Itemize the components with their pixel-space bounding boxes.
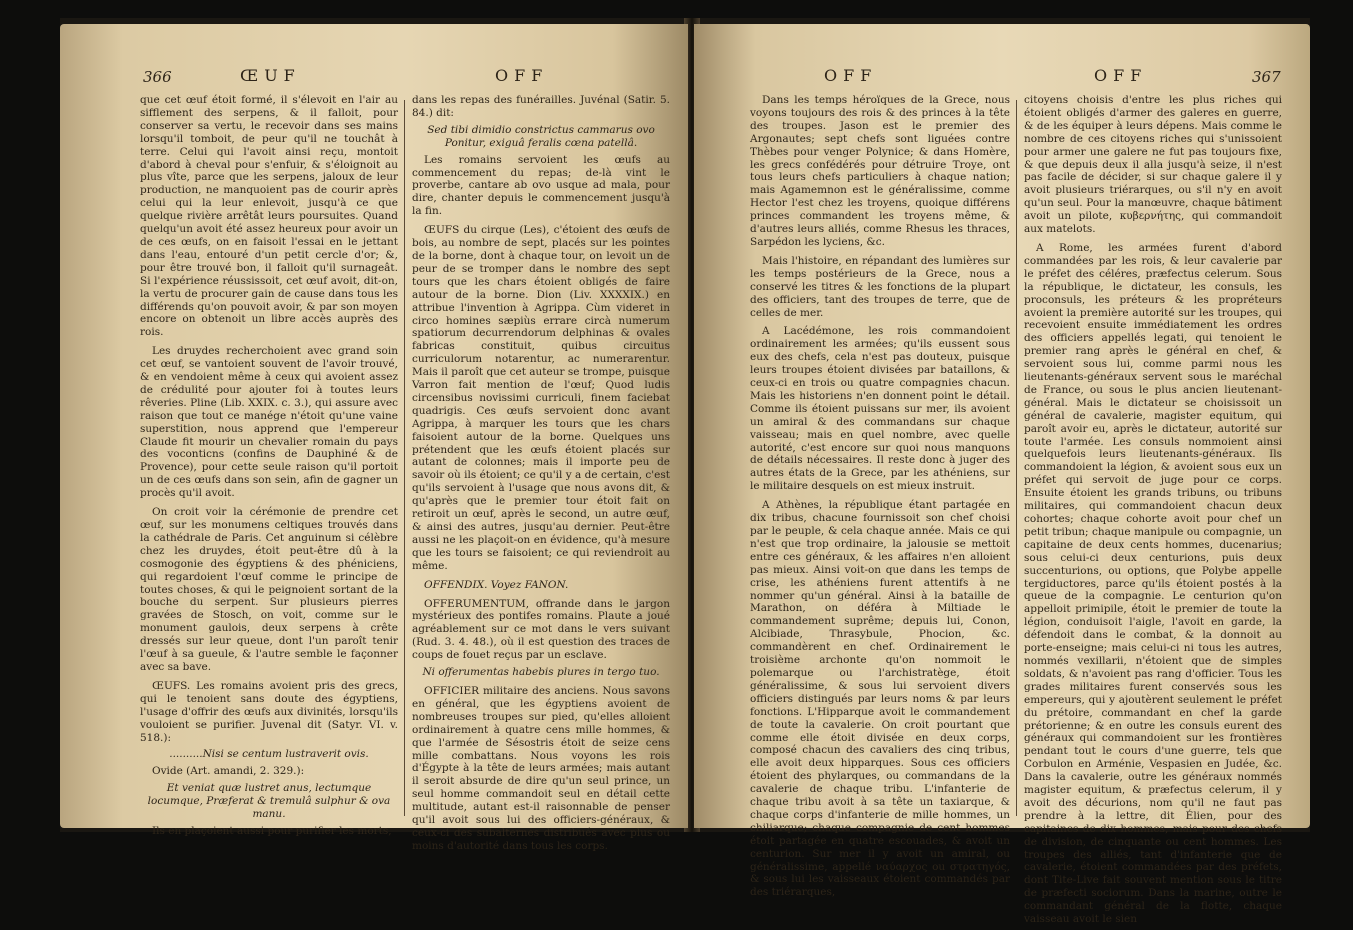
column-rule — [1016, 100, 1017, 816]
paragraph: On croit voir la cérémonie de prendre cet œuf, sur les monumens celtiques trouvés dans la cathédrale de Paris. Cet anguinum si célèbre chez les druydes, étoit peut-être dû à la cosmogonie des égyptiens & des phéniciens, qui regardoient l'œuf comme le principe de toutes choses, & qui le peignoient sortant de la bouche du serpent. Sur plusieurs pierres gravées de Stosch, on voit, comme sur le monument gaulois, deux serpens à crête dressés sur leur queue, dont l'un paroît tenir l'œuf à sa gueule, & l'autre semble le façonner avec sa bave. — [140, 506, 398, 673]
page-number-left: 366 — [143, 68, 172, 86]
paragraph: Les druydes recherchoient avec grand soin cet œuf, se vantoient souvent de l'avoir trouvé, & en vendoient même à ceux qui avoient assez de crédulité pour ajouter foi à toutes leurs rêveries. Pline (Lib. XXIX. c. 3.), qui assure avec raison que tout ce manége n'étoit qu'une vaine superstition, nous apprend que l'empereur Claude fit mourir un chevalier romain du pays des voconticns (confins de Dauphiné & de Provence), pour cette seule raison qu'il portoit un de ces œufs dans son sein, afin de gagner un procès qu'il avoit. — [140, 345, 398, 500]
cross-reference: OFFENDIX. Voyez FANON. — [424, 578, 569, 591]
left-page-column-2 — [412, 94, 670, 857]
paragraph: Les romains servoient les œufs au commencement du repas; de-là vint le proverbe, cantare ab ovo usque ad mala, pour dire, chanter depuis le commencement jusqu'à la fin. — [412, 153, 670, 218]
paragraph: Mais l'histoire, en répandant des lumières sur les temps postérieurs de la Grece, nous a conservé les titres & les fonctions de la plupart des officiers, tant des troupes de terre, que de celles de mer. — [750, 254, 1010, 319]
paragraph: OFFERUMENTUM, offrande dans le jargon mystérieux des pontifes romains. Plaute a joué agréablement sur ce mot dans le vers suivant (Rud. 3. 4. 48.), où il est question des traces de coups de fouet reçus par un esclave. — [412, 597, 670, 662]
paragraph: ŒUFS du cirque (Les), c'étoient des œufs de bois, au nombre de sept, placés sur les pointes de la borne, dont à chaque tour, on levoit un de peur de se tromper dans le nombre des sept tours que les chars étoient obligés de faire autour de la borne. Dion (Liv. XXXXIX.) en attribue l'invention à Agrippa. Cùm videret in circo homines sæpiùs errare circà numerum spatiorum decurrendorum delphinas & ovales fabricas constituit, quibus circuitus curriculorum notarentur, ac numerarentur. Mais il paroît que cet auteur se trompe, puisque Varron fait mention de l'œuf; Quod ludis circensibus novissimi curriculi, finem faciebat quadrigis. Ces œufs servoient donc avant Agrippa, à marquer les tours que les chars faisoient autour de la borne. Quelques uns prétendent que les œufs étoient placés sur autant de colonnes; mais il importe peu de savoir où ils étoient; ce qu'il y a de certain, c'est qu'ils servoient à l'usage que nous avons dit, & qu'après que le premier tour étoit fait on retiroit un œuf, après le second, un autre œuf, & ainsi des autres, jusqu'au dernier. Peut-être aussi ne les plaçoit-on en évidence, qu'à mesure que les tours se faisoient; ce qui reviendroit au même. — [412, 224, 670, 572]
left-page-column-1 — [140, 94, 398, 842]
verse-quote: Ni offerumentas habebis plures in tergo tuo. — [422, 666, 660, 679]
left-page — [60, 24, 688, 852]
paragraph: Ovide (Art. amandi, 2. 329.): — [152, 765, 305, 778]
paragraph: citoyens choisis d'entre les plus riches qui étoient obligés d'armer des galeres en guerre, & de les équiper à leurs dépens. Mais comme le nombre de ces citoyens riches qui s'unissoient pour armer une galere ne fut pas toujours fixe, & que depuis deux il alla jusqu'à seize, il n'est pas facile de décider, si sur chaque galere il y avoit plusieurs triérarques, ou s'il n'y en avoit qu'un seul. Pour la manœuvre, chaque bâtiment avoit un pilote, κυβερνήτης, qui commandoit aux matelots. — [1024, 94, 1282, 236]
running-header-left: ŒUF — [240, 66, 301, 85]
paragraph: A Rome, les armées furent d'abord commandées par les rois, & leur cavalerie par le préfet des céléres, præfectus celerum. Sous la république, le dictateur, les consuls, les proconsuls, les préteurs & les propréteurs avoient la première autorité sur les troupes, qui recevoient ensuite immédiatement les ordres des officiers appellés legati, qui tenoient le premier rang après le général en chef, & servoient sous lui, comme parmi nous les lieutenants-généraux servent sous le maréchal de France, ou sous le plus ancien lieutenant-général. Mais le dictateur se choisissoit un général de cavalerie, magister equitum, qui paroît avoir eu, après le dictateur, autorité sur toute l'armée. Les consuls nommoient ainsi quelquefois leurs lieutenants-généraux. Ils commandoient la légion, & avoient sous eux un préfet qui servoit de juge pour ce corps. Ensuite étoient les grands tribuns, ou tribuns militaires, qui commandoient chacun deux cohortes; chaque cohorte avoit pour chef un petit tribun; chaque manipule ou compagnie, un capitaine de deux cents hommes, ducenarius; sous celui-ci deux centurions, puis deux succenturions, ou options, que Polybe appelle tergiductores, parce qu'ils étoient postés à la queue de la compagnie. Le centurion qu'on appelloit primipile, étoit le premier de toute la légion, conduisoit l'aigle, l'avoit en garde, la défendoit dans le combat, & la donnoit au porte-enseigne; mais celui-ci ni tous les autres, nommés vexillarii, n'étoient que de simples soldats, & n'avoient pas rang d'officier. Tous les grades militaires furent conservés sous les empereurs, qui y ajoutèrent seulement le préfet du prétoire, commandant en chef la garde prétorienne; & en outre les consuls eurent des généraux qui commandoient sur les frontières pendant tout le cours d'une guerre, tels que Corbulon en Arménie, Vespasien en Judée, &c. Dans la cavalerie, outre les généraux nommés magister equitum, & præfectus celerum, il y avoit des décurions, nom qu'il ne faut pas prendre à la lettre, dit Élien, pour des capitaines de dix hommes, mais pour des chefs de division, de cinquante ou cent hommes. Les troupes des alliés, tant d'infanterie que de cavalerie, étoient commandées par des préfets, dont Tite-Live fait souvent mention sous le titre de præfecti sociorum. Dans la marine, outre le commandant général de la flotte, chaque vaisseau avoit le sien — [1024, 241, 1282, 926]
running-header-right: OFF — [495, 66, 549, 85]
paragraph: A Lacédémone, les rois commandoient ordinairement les armées; qu'ils eussent sous eux des chefs, cela n'est pas douteux, puisque leurs troupes étoient divisées par bataillons, & ceux-ci en trois ou quatre compagnies chacun. Mais les historiens n'en donnent point le détail. Comme ils étoient puissans sur mer, ils avoient un amiral & des commandans sur chaque vaisseau; mais en quel nombre, avec quelle autorité, c'est encore sur quoi nous manquons de détails nécessaires. Il reste donc à juger des autres états de la Grece, par les athéniens, sur le militaire desquels on est mieux instruit. — [750, 325, 1010, 493]
paragraph: que cet œuf étoit formé, il s'élevoit en l'air au sifflement des serpens, & il falloit, pour conserver sa vertu, le recevoir dans ses mains lorsqu'il tomboit, de peur qu'il ne touchât à terre. Celui qui l'avoit ainsi reçu, montoit d'abord à cheval pour s'enfuir, & s'éloignoit au plus vîte, parce que les serpens, jaloux de leur production, ne manquoient pas de courir après celui qui la leur enlevoit, jusqu'à ce que quelque rivière arrêtât leurs poursuites. Quand quelqu'un avoit été assez heureux pour avoir un de ces œufs, on en faisoit l'essai en le jettant dans l'eau, entouré d'un petit cercle d'or; &, pour être trouvé bon, il falloit qu'il surnageât. Si l'expérience réussissoit, cet œuf avoit, dit-on, la vertu de procurer gain de cause dans tous les différends qu'on pouvoit avoir, & par son moyen encore on obtenoit un libre accès auprès des rois. — [140, 94, 398, 339]
open-book — [60, 18, 1310, 926]
verse-quote: Et veniat quæ lustret anus, lectumque locumque, Præferat & tremulâ sulphur & ova manu. — [147, 782, 391, 821]
paragraph: A Athènes, la république étant partagée en dix tribus, chacune fournissoit son chef choisi par le peuple, & cela chaque année. Mais ce qui n'est que trop ordinaire, la jalousie se mettoit entre ces généraux, & les affaires n'en alloient pas mieux. Ainsi voit-on que dans les temps de crise, les athéniens furent attentifs à ne nommer qu'un général. Ainsi à la bataille de Marathon, on déféra à Miltiade le commandement suprême; depuis lui, Conon, Alcibiade, Thrasybule, Phocion, &c. commandèrent en chef. Ordinairement le troisième archonte qu'on nommoit le polemarque ou l'archistratège, étoit généralissime, & sous lui servoient divers officiers distingués par leurs noms & par leurs fonctions. L'Hipparque avoit le commandement de toute la cavalerie. On croit pourtant que comme elle étoit divisée en deux corps, composé chacun des cavaliers des cinq tribus, elle avoit deux hipparques. Sous ces officiers étoient des phylarques, ou commandans de la cavalerie de chaque tribu. L'infanterie de chaque tribu avoit à sa tête un taxiarque, & chaque corps d'infanterie de mille hommes, un chiliarque; chaque compagnie de cent hommes étoit partagée en quatre escouades, & avoit un centurion. Sur mer il y avoit un amiral, ou généralissime, appellé ναύαρχος ou στρατηγός, & sous lui les vaisseaux étoient commandés par des triérarques, — [750, 499, 1010, 899]
right-page — [694, 24, 1310, 926]
paragraph: Ils en plaçoient aussi pour purifier les morts, — [152, 824, 392, 837]
verse-quote: Sed tibi dimidio constrictus cammarus ovo Ponitur, exiguâ feralis cœna patellâ. — [427, 123, 655, 149]
right-page-column-2 — [1024, 94, 1282, 930]
right-page-column-1 — [750, 94, 1010, 903]
column-rule — [404, 100, 405, 816]
verse-quote: ..........Nisi se centum lustraverit ovis. — [169, 748, 369, 761]
running-header-left: OFF — [824, 66, 878, 85]
paragraph: OFFICIER militaire des anciens. Nous savons en général, que les égyptiens avoient de nombreuses troupes sur pied, qu'elles alloient ordinairement à quatre cens mille hommes, & que l'armée de Sésostris étoit de seize cens mille combattans. Nous voyons les rois d'Égypte à la tête de leurs armées; mais autant il seroit absurde de dire qu'un seul prince, un seul homme commandoit seul en détail cette multitude, autant est-il raisonnable de penser qu'il avoit sous lui des officiers-généraux, & ceux-ci des subalternes distribués avec plus ou moins d'autorité dans tous les corps. — [412, 684, 670, 852]
paragraph: Dans les temps héroïques de la Grece, nous voyons toujours des rois & des princes à la tête des troupes. Jason est le premier des Argonautes; sept chefs sont liguées contre Thèbes pour venger Polynice; & dans Homère, les grecs confédérés pour détruire Troye, ont tous leurs chefs particuliers à chaque nation; mais Agamemnon est le généralissime, comme Hector l'est chez les troyens, quoique différens princes commandent les troyens même, & d'autres leurs alliés, comme Rhesus les thraces, Sarpédon les lyciens, &c. — [750, 94, 1010, 248]
page-number-right: 367 — [1252, 68, 1281, 86]
running-header-right: OFF — [1094, 66, 1148, 85]
paragraph: dans les repas des funérailles. Juvénal (Satir. 5. 84.) dit: — [412, 94, 670, 119]
paragraph: ŒUFS. Les romains avoient pris des grecs, qui le tenoient sans doute des égyptiens, l'usage d'offrir des œufs aux divinités, lorsqu'ils vouloient se purifier. Juvenal dit (Satyr. VI. v. 518.): — [140, 679, 398, 744]
